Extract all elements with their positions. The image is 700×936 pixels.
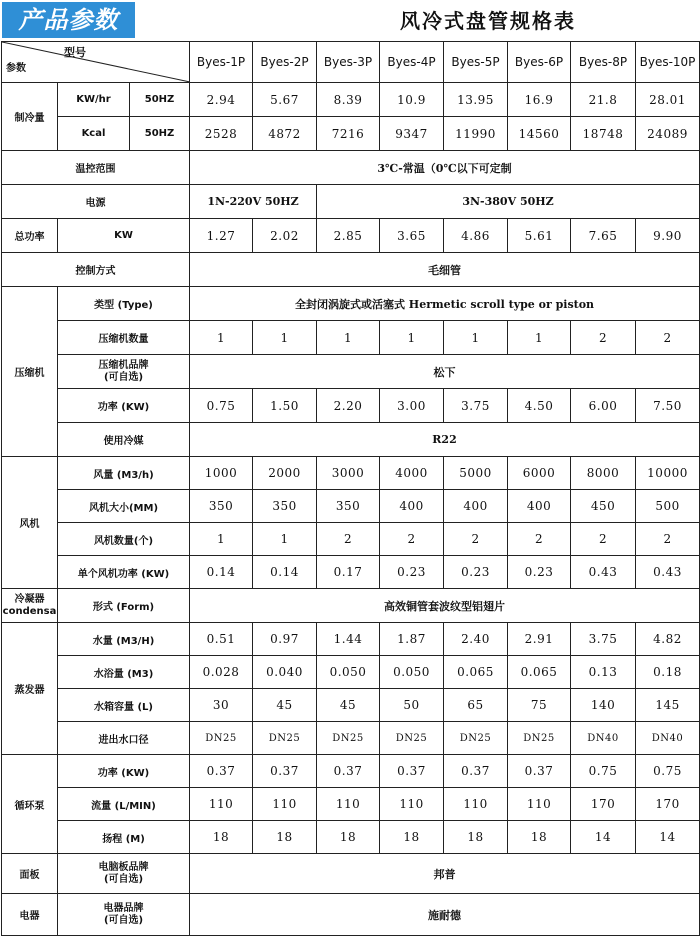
fan-row-label: 风机大小(MM) [58, 490, 190, 523]
fan-value: 500 [636, 490, 700, 523]
compressor-count-value: 1 [190, 321, 253, 355]
evaporator-row-label: 进出水口径 [58, 722, 190, 755]
evaporator-row [2, 722, 700, 755]
pump-value: 0.37 [380, 755, 444, 788]
evaporator-value: 0.065 [508, 656, 571, 689]
compressor-power-row [2, 389, 700, 423]
cooling-kcal-value: 7216 [317, 117, 380, 151]
pump-value: 18 [253, 821, 317, 854]
evaporator-value: 0.050 [380, 656, 444, 689]
pump-row-label: 功率 (KW) [58, 755, 190, 788]
fan-row-label: 风机数量(个) [58, 523, 190, 556]
page-title: 风冷式盘管规格表 [400, 9, 576, 33]
cooling-kcal-value: 14560 [508, 117, 571, 151]
refrigerant-row [2, 423, 700, 457]
fan-value: 2000 [253, 457, 317, 490]
fan-value: 6000 [508, 457, 571, 490]
cooling-unit: Kcal [58, 117, 130, 151]
fan-value: 4000 [380, 457, 444, 490]
temp-value: 3℃-常温（0℃以下可定制 [190, 151, 700, 185]
pump-label: 循环泵 [2, 755, 58, 854]
cooling-kw-value: 13.95 [444, 83, 508, 117]
fan-value: 2 [636, 523, 700, 556]
evaporator-value: 45 [317, 689, 380, 722]
evaporator-value: 0.13 [571, 656, 636, 689]
cooling-kw-value: 16.9 [508, 83, 571, 117]
total-power-value: 3.65 [380, 219, 444, 253]
pump-value: 14 [571, 821, 636, 854]
compressor-brand-label-note: (可自选) [103, 371, 144, 383]
evaporator-value: DN25 [190, 722, 253, 755]
fan-value: 400 [508, 490, 571, 523]
cooling-kw-value: 21.8 [571, 83, 636, 117]
total-power-value: 2.02 [253, 219, 317, 253]
fan-row [2, 556, 700, 589]
electrical-brand-label [58, 894, 190, 936]
control-value: 毛细管 [190, 253, 700, 287]
refrigerant-value: R22 [190, 423, 700, 457]
pump-value: 0.37 [190, 755, 253, 788]
compressor-count-row [2, 321, 700, 355]
pump-value: 0.75 [636, 755, 700, 788]
total-power-label: 总功率 [2, 219, 58, 253]
fan-value: 0.14 [253, 556, 317, 589]
compressor-type-label: 类型 (Type) [58, 287, 190, 321]
corner-param-label: 参数 [6, 63, 26, 74]
compressor-count-value: 1 [380, 321, 444, 355]
pump-value: 110 [190, 788, 253, 821]
pump-value: 14 [636, 821, 700, 854]
cooling-hz: 50HZ [130, 83, 190, 117]
panel-brand-label-line: 电脑板品牌 [98, 861, 149, 873]
pump-row [2, 755, 700, 788]
compressor-power-value: 1.50 [253, 389, 317, 423]
fan-value: 2 [508, 523, 571, 556]
panel-brand-label [58, 854, 190, 894]
compressor-power-value: 2.20 [317, 389, 380, 423]
pump-value: 18 [317, 821, 380, 854]
condenser-row [2, 589, 700, 623]
model-header: Byes-3P [317, 42, 380, 83]
evaporator-value: 0.050 [317, 656, 380, 689]
fan-value: 400 [444, 490, 508, 523]
pump-value: 0.37 [317, 755, 380, 788]
cooling-kcal-value: 4872 [253, 117, 317, 151]
refrigerant-label: 使用冷媒 [58, 423, 190, 457]
compressor-power-value: 7.50 [636, 389, 700, 423]
evaporator-value: 145 [636, 689, 700, 722]
fan-label: 风机 [2, 457, 58, 589]
evaporator-value: 0.040 [253, 656, 317, 689]
panel-brand-label-note: (可自选) [103, 873, 144, 885]
evaporator-value: 0.51 [190, 623, 253, 656]
total-power-value: 7.65 [571, 219, 636, 253]
model-header: Byes-10P [636, 42, 700, 83]
model-header: Byes-6P [508, 42, 571, 83]
compressor-count-label: 压缩机数量 [58, 321, 190, 355]
temp-label: 温控范围 [2, 151, 190, 185]
pump-value: 110 [508, 788, 571, 821]
evaporator-row [2, 689, 700, 722]
fan-value: 5000 [444, 457, 508, 490]
fan-value: 0.43 [636, 556, 700, 589]
model-header: Byes-8P [571, 42, 636, 83]
panel-row [2, 854, 700, 894]
condenser-form-value: 高效铜管套波纹型铝翅片 [190, 589, 700, 623]
condenser-label-cn: 冷凝器 [14, 593, 45, 605]
cooling-kcal-value: 11990 [444, 117, 508, 151]
panel-label: 面板 [2, 854, 58, 894]
fan-value: 2 [380, 523, 444, 556]
evaporator-value: 45 [253, 689, 317, 722]
fan-value: 3000 [317, 457, 380, 490]
electrical-brand-value: 施耐德 [190, 894, 700, 936]
pump-value: 18 [444, 821, 508, 854]
evaporator-row [2, 623, 700, 656]
pump-row [2, 821, 700, 854]
fan-value: 8000 [571, 457, 636, 490]
model-header: Byes-1P [190, 42, 253, 83]
evaporator-value: 75 [508, 689, 571, 722]
cooling-kcal-value: 24089 [636, 117, 700, 151]
cooling-kw-value: 28.01 [636, 83, 700, 117]
fan-row [2, 457, 700, 490]
compressor-count-value: 1 [317, 321, 380, 355]
evaporator-value: DN25 [317, 722, 380, 755]
fan-value: 0.23 [444, 556, 508, 589]
cooling-unit: KW/hr [58, 83, 130, 117]
cooling-kcal-value: 2528 [190, 117, 253, 151]
fan-value: 1000 [190, 457, 253, 490]
evaporator-row-label: 水浴量 (M3) [58, 656, 190, 689]
pump-value: 170 [571, 788, 636, 821]
pump-value: 0.37 [253, 755, 317, 788]
compressor-count-value: 1 [444, 321, 508, 355]
fan-value: 2 [444, 523, 508, 556]
evaporator-value: 140 [571, 689, 636, 722]
evaporator-value: 0.028 [190, 656, 253, 689]
corner-model-label: 型号 [64, 46, 86, 59]
electrical-row [2, 894, 700, 936]
model-header: Byes-5P [444, 42, 508, 83]
spec-table [1, 41, 700, 936]
condenser-label [2, 589, 58, 623]
evaporator-label: 蒸发器 [2, 623, 58, 755]
fan-value: 400 [380, 490, 444, 523]
cooling-row-kcal [2, 117, 700, 151]
cooling-row-kw [2, 83, 700, 117]
compressor-label: 压缩机 [2, 287, 58, 457]
compressor-power-value: 0.75 [190, 389, 253, 423]
pump-value: 0.37 [444, 755, 508, 788]
pump-value: 110 [317, 788, 380, 821]
pump-row [2, 788, 700, 821]
header [0, 0, 700, 40]
pump-value: 0.75 [571, 755, 636, 788]
total-power-value: 4.86 [444, 219, 508, 253]
evaporator-row-label: 水量 (M3/H) [58, 623, 190, 656]
fan-value: 350 [317, 490, 380, 523]
model-header: Byes-4P [380, 42, 444, 83]
total-power-value: 5.61 [508, 219, 571, 253]
fan-value: 0.43 [571, 556, 636, 589]
evaporator-value: 65 [444, 689, 508, 722]
fan-row [2, 490, 700, 523]
pump-value: 18 [190, 821, 253, 854]
pump-value: 110 [253, 788, 317, 821]
cooling-label: 制冷量 [2, 83, 58, 151]
electrical-brand-label-line: 电器品牌 [103, 902, 144, 914]
power-supply-single-phase: 1N-220V 50HZ [190, 185, 317, 219]
evaporator-value: 1.87 [380, 623, 444, 656]
fan-value: 10000 [636, 457, 700, 490]
compressor-brand-label-line: 压缩机品牌 [98, 359, 149, 371]
electrical-brand-label-note: (可自选) [103, 914, 144, 926]
fan-row-label: 风量 (M3/h) [58, 457, 190, 490]
power-supply-row [2, 185, 700, 219]
control-row [2, 253, 700, 287]
cooling-kw-value: 2.94 [190, 83, 253, 117]
cooling-kw-value: 8.39 [317, 83, 380, 117]
fan-value: 350 [253, 490, 317, 523]
compressor-count-value: 1 [253, 321, 317, 355]
fan-value: 1 [253, 523, 317, 556]
evaporator-value: 3.75 [571, 623, 636, 656]
pump-row-label: 扬程 (M) [58, 821, 190, 854]
fan-value: 0.23 [380, 556, 444, 589]
pump-value: 170 [636, 788, 700, 821]
control-label: 控制方式 [2, 253, 190, 287]
fan-value: 0.17 [317, 556, 380, 589]
cooling-kcal-value: 9347 [380, 117, 444, 151]
model-header-row [2, 42, 700, 83]
model-header: Byes-2P [253, 42, 317, 83]
compressor-power-label: 功率 (KW) [58, 389, 190, 423]
compressor-count-value: 2 [571, 321, 636, 355]
temp-row [2, 151, 700, 185]
corner-diagonal [2, 42, 190, 82]
total-power-unit: KW [58, 219, 190, 253]
evaporator-value: 50 [380, 689, 444, 722]
total-power-value: 9.90 [636, 219, 700, 253]
evaporator-value: 0.97 [253, 623, 317, 656]
fan-value: 1 [190, 523, 253, 556]
fan-value: 2 [317, 523, 380, 556]
evaporator-value: 1.44 [317, 623, 380, 656]
compressor-power-value: 3.75 [444, 389, 508, 423]
evaporator-value: 0.18 [636, 656, 700, 689]
evaporator-value: 2.40 [444, 623, 508, 656]
compressor-brand-label [58, 355, 190, 389]
fan-value: 2 [571, 523, 636, 556]
corner-cell [2, 42, 190, 83]
pump-value: 18 [380, 821, 444, 854]
pump-value: 110 [444, 788, 508, 821]
pump-value: 110 [380, 788, 444, 821]
compressor-power-value: 3.00 [380, 389, 444, 423]
compressor-type-value: 全封闭涡旋式或活塞式 Hermetic scroll type or piston [190, 287, 700, 321]
evaporator-value: DN25 [444, 722, 508, 755]
fan-value: 350 [190, 490, 253, 523]
fan-row-label: 单个风机功率 (KW) [58, 556, 190, 589]
cooling-kcal-value: 18748 [571, 117, 636, 151]
condenser-form-label: 形式 (Form) [58, 589, 190, 623]
cooling-kw-value: 10.9 [380, 83, 444, 117]
compressor-type-row [2, 287, 700, 321]
evaporator-value: 30 [190, 689, 253, 722]
total-power-value: 1.27 [190, 219, 253, 253]
compressor-power-value: 4.50 [508, 389, 571, 423]
power-supply-label: 电源 [2, 185, 190, 219]
evaporator-row [2, 656, 700, 689]
pump-value: 18 [508, 821, 571, 854]
power-supply-three-phase: 3N-380V 50HZ [317, 185, 700, 219]
section-badge: 产品参数 [2, 2, 135, 38]
compressor-brand-row [2, 355, 700, 389]
electrical-label: 电器 [2, 894, 58, 936]
evaporator-value: DN25 [380, 722, 444, 755]
cooling-hz: 50HZ [130, 117, 190, 151]
panel-brand-value: 邦普 [190, 854, 700, 894]
evaporator-value: 0.065 [444, 656, 508, 689]
fan-row [2, 523, 700, 556]
evaporator-value: DN25 [508, 722, 571, 755]
condenser-label-en: condensa [2, 605, 57, 617]
evaporator-value: 4.82 [636, 623, 700, 656]
evaporator-value: DN40 [636, 722, 700, 755]
evaporator-value: DN40 [571, 722, 636, 755]
compressor-count-value: 2 [636, 321, 700, 355]
pump-row-label: 流量 (L/MIN) [58, 788, 190, 821]
cooling-kw-value: 5.67 [253, 83, 317, 117]
total-power-value: 2.85 [317, 219, 380, 253]
evaporator-value: 2.91 [508, 623, 571, 656]
fan-value: 450 [571, 490, 636, 523]
fan-value: 0.23 [508, 556, 571, 589]
total-power-row [2, 219, 700, 253]
compressor-count-value: 1 [508, 321, 571, 355]
compressor-power-value: 6.00 [571, 389, 636, 423]
pump-value: 0.37 [508, 755, 571, 788]
compressor-brand-value: 松下 [190, 355, 700, 389]
fan-value: 0.14 [190, 556, 253, 589]
evaporator-value: DN25 [253, 722, 317, 755]
evaporator-row-label: 水箱容量 (L) [58, 689, 190, 722]
